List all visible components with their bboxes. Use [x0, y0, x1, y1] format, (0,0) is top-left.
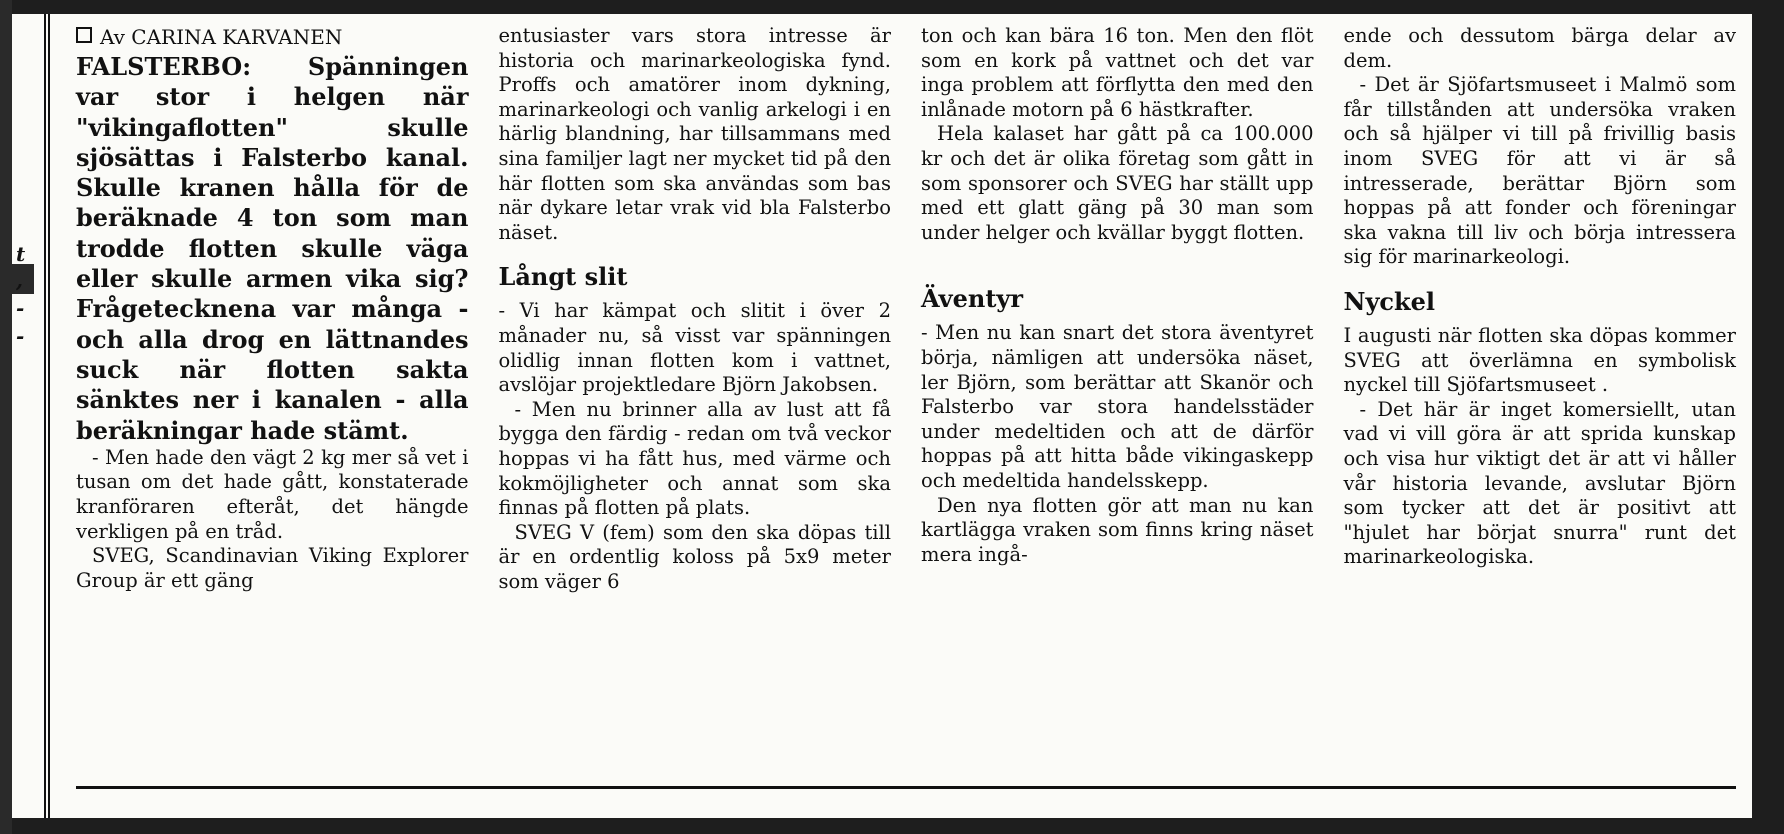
body-paragraph: entusiaster vars stora intresse är historia och marinarkeologiska fynd. Proffs och amatörer inom dykning, marinarkeologi och vanlig arkelogi i en härlig blandning, har tillsammans med sina familjer lagt ner mycket tid på den här flotten som ska användas som bas när dykare letar vrak vid bla Falsterbo näset. — [498, 24, 891, 244]
subheading-langt-slit: Långt slit — [498, 262, 628, 292]
column-2 — [499, 24, 892, 764]
body-paragraph: SVEG V (fem) som den ska döpas till är en ordentlig koloss på 5x9 meter som väger 6 — [498, 520, 891, 593]
column-3 — [921, 24, 1314, 764]
body-paragraph: SVEG, Scandinavian Viking Explorer Group är ett gäng — [76, 544, 469, 592]
body-paragraph: - Men nu brinner alla av lust att få bygga den färdig - redan om två veckor hoppas vi ha fått hus, med värme och kokmöjligheter och annat som ska finnas på flotten på plats. — [498, 397, 891, 520]
text-fragment: - — [16, 324, 25, 348]
subheading-aventyr: Äventyr — [921, 284, 1023, 314]
body-paragraph: - Det här är inget komersiellt, utan vad vi vill göra är att sprida kunskap och visa hur viktigt det är att vi håller vår historia levande, avslutar Björn som tycker att det är positivt att "hjulet har börjat snurra" runt det marinarkeologiska. — [1343, 397, 1736, 569]
subheading-nyckel: Nyckel — [1343, 286, 1436, 316]
article — [48, 14, 1752, 818]
newspaper-clipping — [12, 14, 1770, 818]
article-end-rule — [76, 786, 1736, 789]
text-fragment: t — [16, 242, 26, 266]
scan-background-edge — [0, 0, 12, 834]
body-paragraph: I augusti när flotten ska döpas kommer SVEG att överlämna en symbolisk nyckel till Sjöfartsmuseet . — [1343, 323, 1736, 397]
column-1 — [76, 24, 469, 764]
body-paragraph: - Vi har kämpat och slitit i över 2 månader nu, så visst var spänningen olidlig innan flotten kom i vattnet, avslöjar projektledare Björn Jakobsen. — [498, 299, 891, 397]
lead-paragraph: FALSTERBO: Spänningen var stor i helgen när "vikingaflotten" skulle sjösättas i Falsterbo kanal. Skulle kranen hålla för de beräknade 4 ton som man trodde flotten skulle väga eller skulle armen vika sig? Frågetecknena var många - och alla drog en lättnandes suck när flotten sakta sänktes ner i kanalen - alla beräkningar hade stämt. — [76, 52, 469, 445]
body-paragraph: Hela kalaset har gått på ca 100.000 kr och det är olika företag som gått in som sponsorer och SVEG har ställt upp med ett glatt gäng på 30 man som under helger och kvällar byggt flotten. — [921, 122, 1314, 244]
body-paragraph: - Men hade den vägt 2 kg mer så vet i tusan om det hade gått, konstaterade kranföraren efteråt, det hängde verkligen på en tråd. — [76, 445, 469, 543]
scan-background-edge — [1752, 14, 1770, 818]
byline — [76, 24, 469, 50]
byline-text: Av CARINA KARVANEN — [100, 25, 343, 49]
adjacent-article-fragment — [12, 14, 46, 818]
body-paragraph: - Men nu kan snart det stora äventyret börja, nämligen att undersöka näset, ler Björn, som berättar att Skanör och Falsterbo var stora handelsstäder under medeltiden och att de därför hoppas på att hitta både vikingaskepp och medeltida handelsskepp. — [921, 321, 1314, 492]
column-4 — [1344, 24, 1737, 764]
article-columns — [76, 24, 1736, 764]
text-fragment: - — [16, 296, 25, 320]
body-paragraph: ton och kan bära 16 ton. Men den flöt som en kork på vattnet och det var inga problem att förflytta den med den inlånade motorn på 6 hästkrafter. — [921, 24, 1314, 121]
square-bullet-icon — [76, 27, 92, 43]
text-fragment: , — [16, 268, 23, 292]
body-paragraph: Den nya flotten gör att man nu kan kartlägga vraken som finns kring näset mera ingå- — [921, 493, 1314, 566]
body-paragraph: ende och dessutom bärga delar av dem. — [1343, 24, 1736, 72]
body-paragraph: - Det är Sjöfartsmuseet i Malmö som får tillstånden att undersöka vraken och så hjälper vi till på frivillig basis inom SVEG för att vi är så intresserade, berättar Björn som hoppas på att fonder och föreningar ska vakna till liv och börja intressera sig för marinarkeologi. — [1343, 73, 1736, 269]
